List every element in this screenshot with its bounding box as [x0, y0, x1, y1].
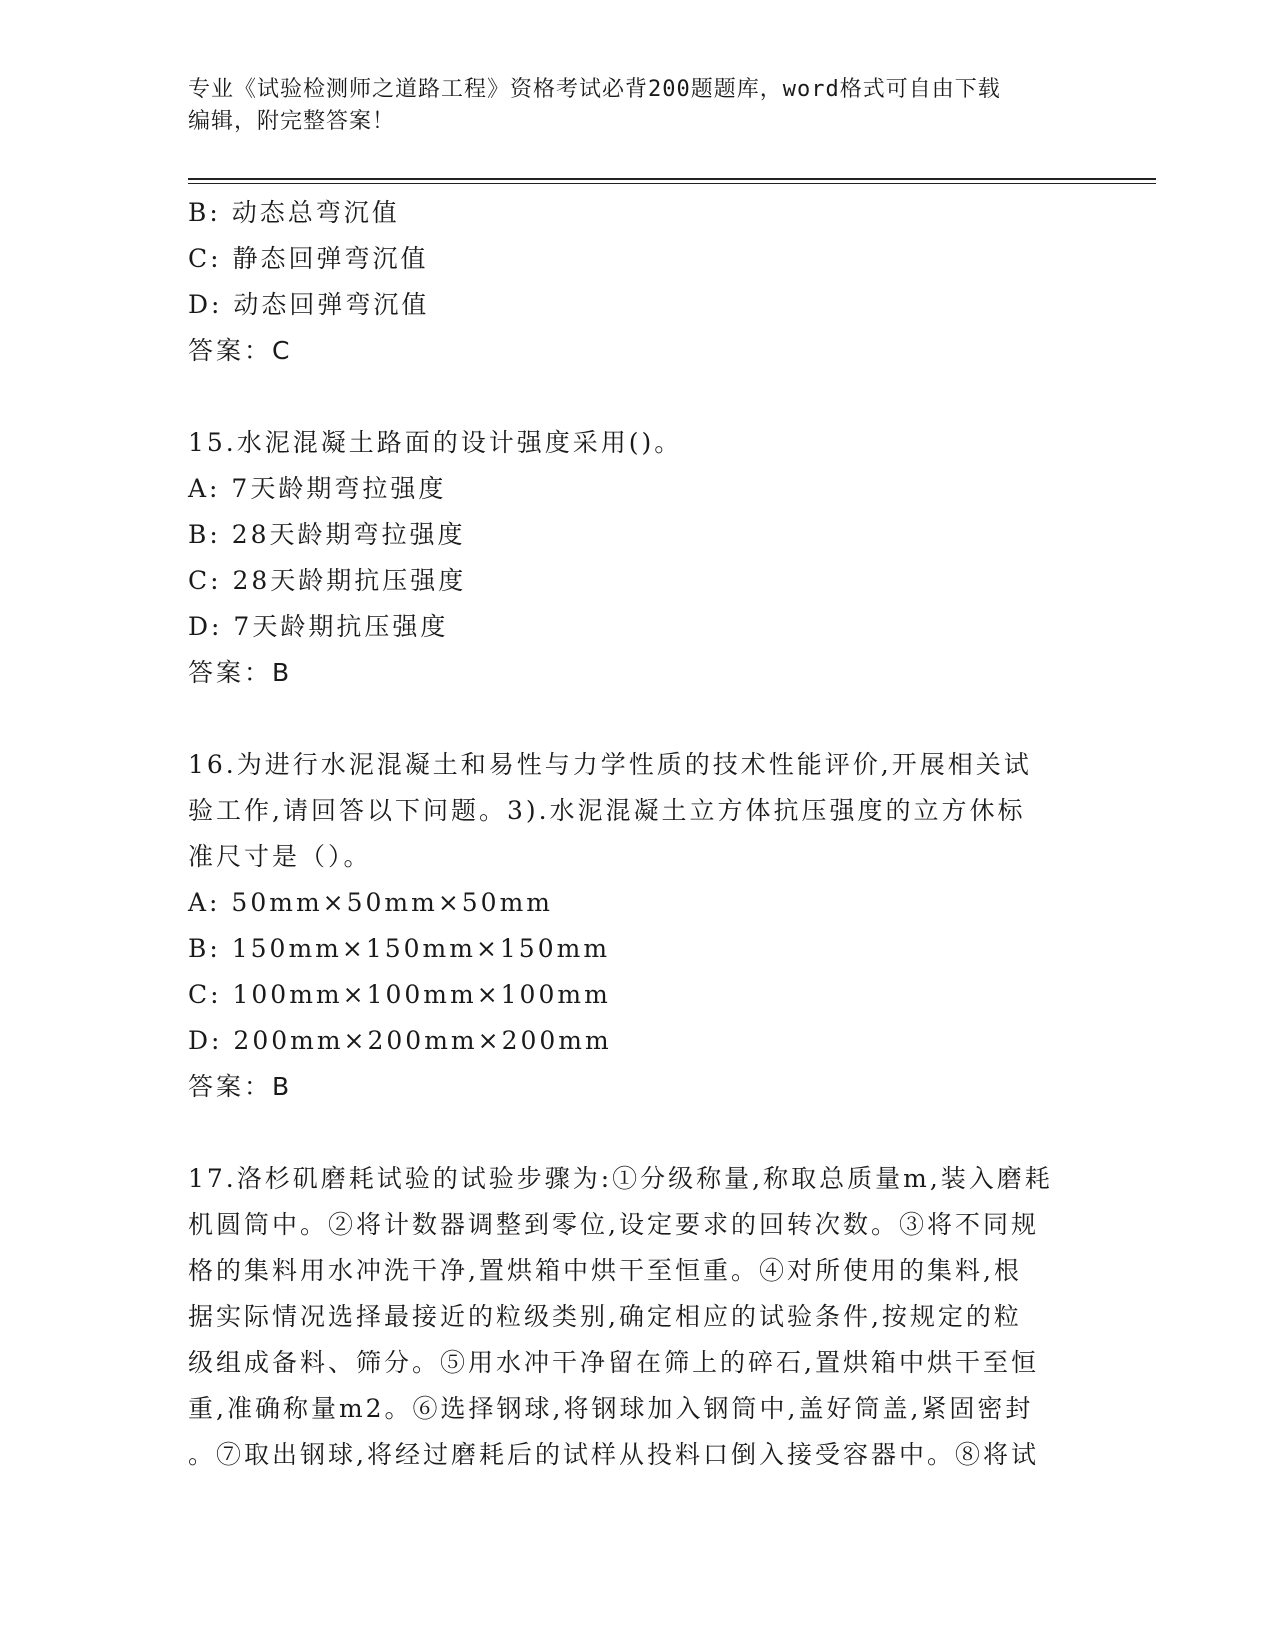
header-divider-thin: [188, 183, 1156, 184]
header-title-line-1: 专业《试验检测师之道路工程》资格考试必背200题题库，word格式可自由下载: [188, 77, 1001, 102]
q17-text-line: 级组成备料、筛分。⑤用水冲干净留在筛上的碎石,置烘箱中烘干至恒: [188, 1348, 1039, 1377]
question-17-block: [188, 1156, 1088, 1478]
q15-answer: 答案：B: [188, 658, 293, 687]
spacer: [188, 374, 1088, 420]
q17-text-line: 机圆筒中。②将计数器调整到零位,设定要求的回转次数。③将不同规: [188, 1210, 1039, 1239]
q14-option-c: C: 静态回弹弯沉值: [188, 244, 429, 273]
q16-option-d: D: 200mm×200mm×200mm: [188, 1026, 612, 1055]
q16-option-c: C: 100mm×100mm×100mm: [188, 980, 611, 1009]
q15-option-a: A: 7天龄期弯拉强度: [188, 474, 447, 503]
question-14-block: [188, 190, 1088, 374]
question-content: [188, 190, 1088, 1478]
q16-text-line: 准尺寸是（）。: [188, 842, 372, 871]
question-15-block: [188, 420, 1088, 696]
q14-option-b: B: 动态总弯沉值: [188, 198, 400, 227]
q15-option-b: B: 28天龄期弯拉强度: [188, 520, 466, 549]
q17-text-line: 重,准确称量m2。⑥选择钢球,将钢球加入钢筒中,盖好筒盖,紧固密封: [188, 1394, 1034, 1423]
q15-text: 15.水泥混凝土路面的设计强度采用()。: [188, 428, 683, 457]
q16-option-a: A: 50mm×50mm×50mm: [188, 888, 553, 917]
spacer: [188, 696, 1088, 742]
q16-text: [188, 742, 1088, 880]
q15-option-d: D: 7天龄期抗压强度: [188, 612, 449, 641]
spacer: [188, 1110, 1088, 1156]
header-title-line-2: 编辑，附完整答案！: [188, 109, 396, 134]
q17-text-line: 据实际情况选择最接近的粒级类别,确定相应的试验条件,按规定的粒: [188, 1302, 1022, 1331]
q17-text-line: 格的集料用水冲洗干净,置烘箱中烘干至恒重。④对所使用的集料,根: [188, 1256, 1022, 1285]
q14-answer: 答案：C: [188, 336, 293, 365]
q17-text: [188, 1156, 1088, 1478]
header-divider-thick: [188, 178, 1156, 180]
question-16-block: [188, 742, 1088, 1110]
q16-text-line: 16.为进行水泥混凝土和易性与力学性质的技术性能评价,开展相关试: [188, 750, 1032, 779]
q17-text-line: 。⑦取出钢球,将经过磨耗后的试样从投料口倒入接受容器中。⑧将试: [188, 1440, 1039, 1469]
q14-option-d: D: 动态回弹弯沉值: [188, 290, 430, 319]
document-header: [188, 74, 1088, 138]
q16-text-line: 验工作,请回答以下问题。3).水泥混凝土立方体抗压强度的立方休标: [188, 796, 1026, 825]
q17-text-line: 17.洛杉矶磨耗试验的试验步骤为:①分级称量,称取总质量m,装入磨耗: [188, 1164, 1053, 1193]
q16-option-b: B: 150mm×150mm×150mm: [188, 934, 611, 963]
q16-answer: 答案：B: [188, 1072, 293, 1101]
q15-option-c: C: 28天龄期抗压强度: [188, 566, 467, 595]
